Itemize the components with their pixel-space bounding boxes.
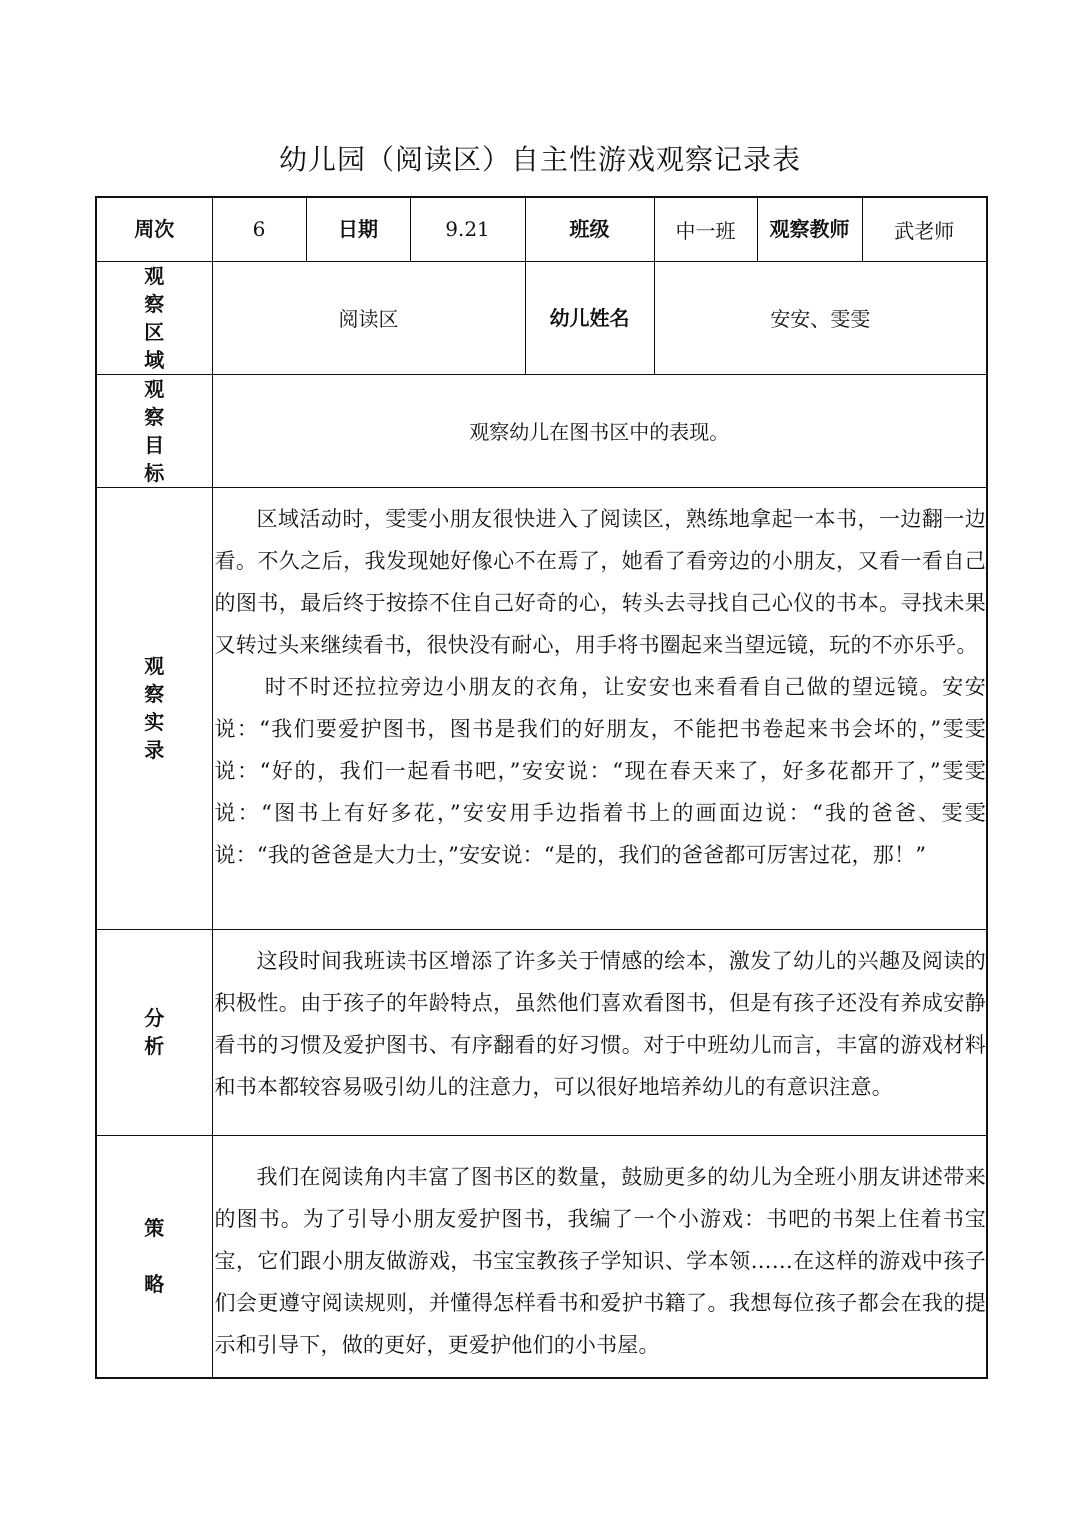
goal-row (96, 374, 987, 487)
record-paragraph-2: 时不时还拉拉旁边小朋友的衣角，让安安也来看看自己做的望远镜。安安说：“我们要爱护图书，图书是我们的好朋友，不能把书卷起来书会坏的，”雯雯说：“好的，我们一起看书吧，”安安说：“现在春天来了，好多花都开了，”雯雯说：“图书上有好多花，”安安用手边指着书上的画面边说：“我的爸爸、雯雯说：“我的爸爸是大力士，”安安说：“是的，我们的爸爸都可厉害过花，那！” (214, 674, 986, 867)
goal-label-text: 观察目标 (144, 376, 165, 485)
analysis-label-text: 分析 (144, 1006, 165, 1058)
goal-value: 观察幼儿在图书区中的表现。 (212, 374, 987, 487)
goal-label (96, 374, 212, 487)
class-value: 中一班 (654, 197, 757, 261)
strategy-content (212, 1135, 987, 1378)
record-label-text: 观察实录 (144, 654, 165, 762)
strategy-label (96, 1135, 212, 1378)
analysis-paragraph: 这段时间我班读书区增添了许多关于情感的绘本，激发了幼儿的兴趣及阅读的积极性。由于孩子的年龄特点，虽然他们喜欢看图书，但是有孩子还没有养成安静看书的习惯及爱护图书、有序翻看的好习惯。对于中班幼儿而言，丰富的游戏材料和书本都较容易吸引幼儿的注意力，可以很好地培养幼儿的有意识注意。 (214, 948, 986, 1099)
strategy-row (96, 1135, 987, 1378)
week-label: 周次 (96, 197, 212, 261)
analysis-label (96, 929, 212, 1135)
teacher-label: 观察教师 (757, 197, 862, 261)
record-label (96, 487, 212, 929)
class-label: 班级 (525, 197, 654, 261)
date-label: 日期 (306, 197, 410, 261)
date-value: 9.21 (410, 197, 525, 261)
analysis-row (96, 929, 987, 1135)
header-row (96, 197, 987, 261)
area-label-text: 观察区域 (144, 263, 165, 372)
area-value: 阅读区 (212, 261, 525, 374)
record-paragraph-1: 区域活动时，雯雯小朋友很快进入了阅读区，熟练地拿起一本书，一边翻一边看。不久之后，我发现她好像心不在焉了，她看了看旁边的小朋友，又看一看自己的图书，最后终于按捺不住自己好奇的心，转头去寻找自己心仪的书本。寻找未果又转过头来继续看书，很快没有耐心，用手将书圈起来当望远镜，玩的不亦乐乎。 (214, 506, 986, 657)
record-row (96, 487, 987, 929)
area-label (96, 261, 212, 374)
page-title: 幼儿园（阅读区）自主性游戏观察记录表 (278, 143, 801, 176)
strategy-paragraph: 我们在阅读角内丰富了图书区的数量，鼓励更多的幼儿为全班小朋友讲述带来的图书。为了引导小朋友爱护图书，我编了一个小游戏：书吧的书架上住着书宝宝，它们跟小朋友做游戏，书宝宝教孩子学知识、学本领……在这样的游戏中孩子们会更遵守阅读规则，并懂得怎样看书和爱护书籍了。我想每位孩子都会在我的提示和引导下，做的更好，更爱护他们的小书屋。 (214, 1164, 986, 1357)
record-content (212, 487, 987, 929)
child-name-value: 安安、雯雯 (654, 261, 987, 374)
week-value: 6 (212, 197, 306, 261)
strategy-label-text: 策略 (144, 1216, 165, 1297)
analysis-content (212, 929, 987, 1135)
observation-record-table (95, 196, 988, 1379)
teacher-value: 武老师 (862, 197, 987, 261)
child-name-label: 幼儿姓名 (525, 261, 654, 374)
area-row (96, 261, 987, 374)
